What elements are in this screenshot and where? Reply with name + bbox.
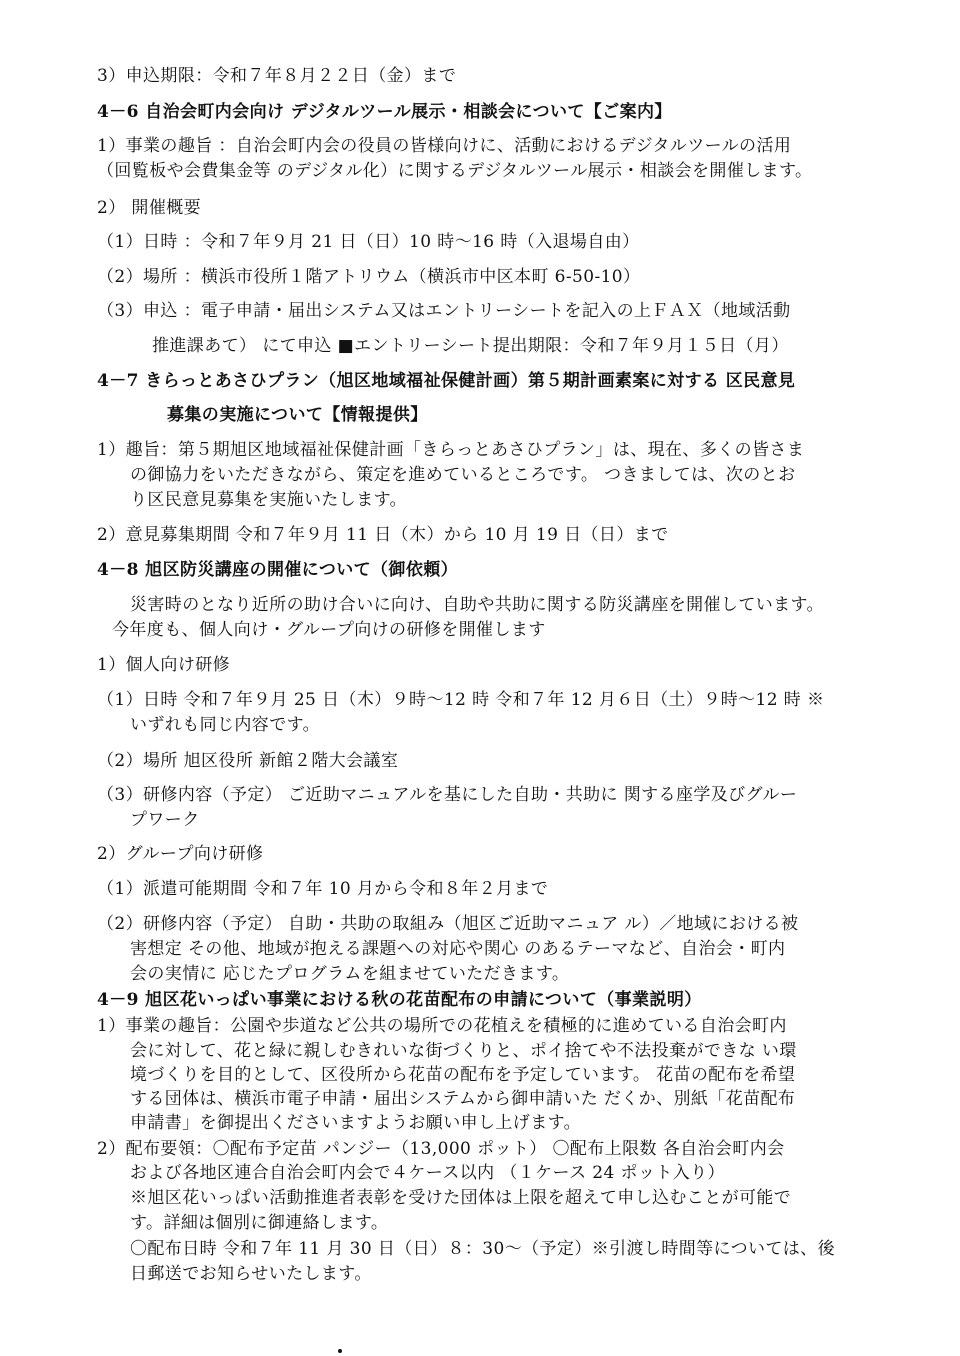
section-4-8-individual-content-line-2: プワーク bbox=[130, 810, 200, 830]
section-4-9-purpose-line-2: 会に対して、花と緑に親しむきれいな街づくりと、ポイ捨てや不法投棄ができな い環 bbox=[130, 1041, 797, 1061]
section-4-8-group-label: 2）グループ向け研修 bbox=[97, 844, 264, 864]
section-4-7-period: 2）意見募集期間 令和７年９月 11 日（木）から 10 月 19 日（日）まで bbox=[97, 525, 669, 545]
section-4-9-guideline-line-1: 2）配布要領：〇配布予定苗 パンジー（13,000 ポット） 〇配布上限数 各自治会町内会 bbox=[97, 1139, 785, 1159]
section-4-8-heading: 4－8 旭区防災講座の開催について（御依頼） bbox=[97, 560, 459, 580]
section-4-8-group-content-line-2: 害想定 その他、地域が抱える課題への対応や関心 のあるテーマなど、自治会・町内 bbox=[130, 939, 786, 959]
section-4-6-overview-label: 2） 開催概要 bbox=[97, 198, 202, 218]
section-4-6-venue: （2）場所 ：横浜市役所１階アトリウム（横浜市中区本町 6-50-10） bbox=[97, 267, 641, 287]
section-4-9-purpose-line-1: 1）事業の趣旨：公園や歩道など公共の場所での花植えを積極的に進めている自治会町内 bbox=[97, 1016, 787, 1036]
section-4-8-individual-datetime-line-1: （1）日時 令和７年９月 25 日（木）９時～12 時 令和７年 12 月６日（土）９時～12 時 ※ bbox=[97, 690, 825, 710]
scan-dot bbox=[338, 1349, 342, 1353]
section-4-9-guideline-note-line-1: ※旭区花いっぱい活動推進者表彰を受けた団体は上限を超えて申し込むことが可能で bbox=[130, 1188, 792, 1208]
section-4-7-heading-line-1: 4－7 きらっとあさひプラン（旭区地域福祉保健計画）第５期計画素案に対する 区民意見 bbox=[97, 371, 796, 391]
section-4-9-guideline-line-2: および各地区連合自治会町内会で４ケース以内 （１ケース 24 ポット入り） bbox=[130, 1163, 725, 1183]
section-4-8-individual-content-line-1: （3）研修内容（予定） ご近助マニュアルを基にした自助・共助に 関する座学及びグルー bbox=[97, 785, 798, 805]
section-4-7-purpose-line-2: の御協力をいただきながら、策定を進めているところです。 つきましては、次のとお bbox=[130, 465, 796, 485]
section-4-6-heading: 4－6 自治会町内会向け デジタルツール展示・相談会について【ご案内】 bbox=[97, 102, 672, 122]
section-4-7-purpose-line-1: 1）趣旨：第５期旭区地域福祉保健計画「きらっとあさひプラン」は、現在、多くの皆さま bbox=[97, 440, 805, 460]
section-4-6-datetime: （1）日時 ：令和７年９月 21 日（日）10 時～16 時（入退場自由） bbox=[97, 232, 640, 252]
section-4-8-group-content-line-1: （2）研修内容（予定） 自助・共助の取組み（旭区ご近助マニュア ル）／地域における被 bbox=[97, 914, 799, 934]
section-4-9-distribution-date-line-1: 〇配布日時 令和７年 11 月 30 日（日）８：30～（予定）※引渡し時間等については、後 bbox=[130, 1239, 835, 1259]
section-4-8-intro-line-2: 今年度も、個人向け・グループ向けの研修を開催します bbox=[112, 620, 546, 640]
section-4-6-purpose-line-1: 1）事業の趣旨 ：自治会町内会の役員の皆様向けに、活動におけるデジタルツールの活用 bbox=[97, 136, 792, 156]
deadline-line: 3）申込期限：令和７年８月２２日（金）まで bbox=[97, 66, 457, 86]
section-4-9-purpose-line-4: する団体は、横浜市電子申請・届出システムから御申請いた だくか、別紙「花苗配布 bbox=[130, 1089, 796, 1109]
section-4-8-group-content-line-3: 会の実情に 応じたプログラムを組ませていただきます。 bbox=[130, 964, 570, 984]
section-4-8-intro-line-1: 災害時のとなり近所の助け合いに向け、自助や共助に関する防災講座を開催しています。 bbox=[130, 595, 824, 615]
section-4-9-purpose-line-3: 境づくりを目的として、区役所から花苗の配布を予定しています。 花苗の配布を希望 bbox=[130, 1065, 796, 1085]
section-4-6-application-line-2: 推進課あて） にて申込 ■エントリーシート提出期限：令和７年９月１５日（月） bbox=[152, 336, 789, 356]
section-4-8-individual-datetime-line-2: いずれも同じ内容です。 bbox=[130, 715, 321, 735]
section-4-8-group-period: （1）派遣可能期間 令和７年 10 月から令和８年２月まで bbox=[97, 879, 549, 899]
section-4-9-guideline-note-line-2: す。詳細は個別に御連絡します。 bbox=[130, 1213, 389, 1233]
section-4-9-purpose-line-5: 申請書」を御提出くださいますようお願い申し上げます。 bbox=[130, 1113, 582, 1133]
section-4-9-heading: 4－9 旭区花いっぱい事業における秋の花苗配布の申請について（事業説明） bbox=[97, 990, 702, 1010]
section-4-7-heading-line-2: 募集の実施について【情報提供】 bbox=[167, 405, 428, 425]
section-4-8-individual-label: 1）個人向け研修 bbox=[97, 655, 231, 675]
section-4-8-individual-venue: （2）場所 旭区役所 新館２階大会議室 bbox=[97, 751, 399, 771]
section-4-9-distribution-date-line-2: 日郵送でお知らせいたします。 bbox=[130, 1264, 372, 1284]
section-4-7-purpose-line-3: り区民意見募集を実施いたします。 bbox=[130, 490, 408, 510]
section-4-6-application-line-1: （3）申込 ：電子申請・届出システム又はエントリーシートを記入の上ＦＡＸ（地域活動 bbox=[97, 301, 791, 321]
section-4-6-purpose-line-2: （回覧板や会費集金等 のデジタル化）に関するデジタルツール展示・相談会を開催します。 bbox=[97, 161, 813, 181]
